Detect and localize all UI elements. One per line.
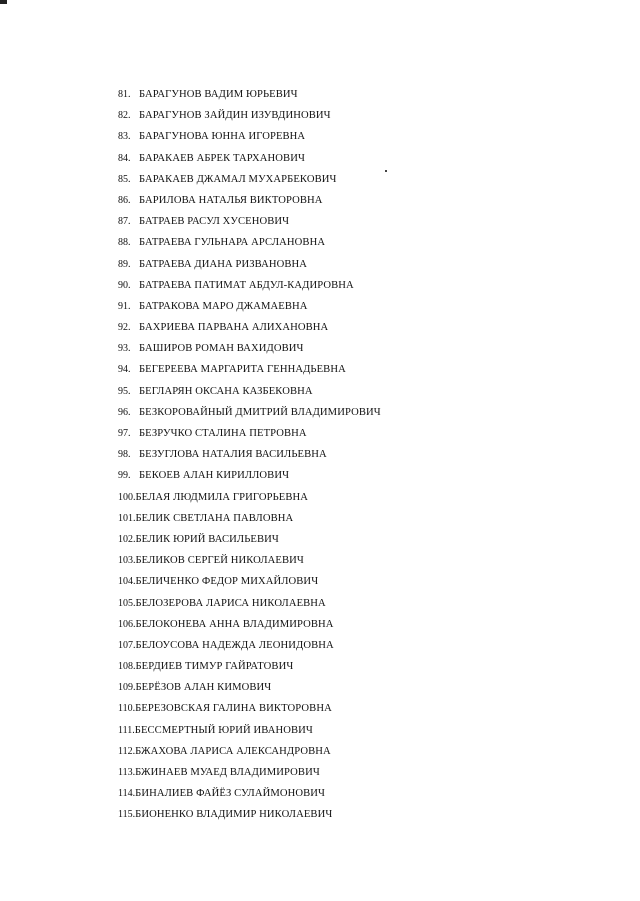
entry-name: БАРАГУНОВ ВАДИМ ЮРЬЕВИЧ (139, 89, 298, 100)
entry-name: БЕРЕЗОВСКАЯ ГАЛИНА ВИКТОРОВНА (135, 703, 332, 715)
entry-name: БЕЛИКОВ СЕРГЕЙ НИКОЛАЕВИЧ (135, 555, 304, 567)
entry-number: 97. (118, 428, 131, 439)
list-item (118, 126, 381, 147)
list-item (118, 190, 381, 211)
list-item (118, 762, 381, 783)
entry-name: БАРАГУНОВ ЗАЙДИН ИЗУВДИНОВИЧ (139, 110, 331, 122)
entry-name: БЕССМЕРТНЫЙ ЮРИЙ ИВАНОВИЧ (134, 724, 313, 736)
list-item (118, 487, 381, 508)
entry-number: 113. (118, 767, 136, 778)
entry-name: БЕГЕРЕЕВА МАРГАРИТА ГЕННАДЬЕВНА (139, 364, 346, 376)
entry-number: 90. (118, 279, 131, 291)
entry-name: БАТРАЕВА ГУЛЬНАРА АРСЛАНОВНА (139, 237, 326, 249)
entry-number: 105. (118, 597, 136, 609)
entry-number: 83. (118, 131, 131, 143)
list-item (118, 529, 381, 550)
entry-name: БЕГЛАРЯН ОКСАНА КАЗБЕКОВНА (139, 385, 313, 397)
list-item (118, 232, 381, 253)
entry-number: 115. (118, 809, 136, 821)
list-item (118, 338, 381, 359)
entry-name: БАРАКАЕВ ДЖАМАЛ МУХАРБЕКОВИЧ (139, 173, 337, 185)
list-item (118, 465, 381, 486)
list-item (118, 296, 381, 317)
entry-number: 107. (118, 639, 136, 651)
entry-number: 112. (118, 745, 136, 757)
entry-number: 88. (118, 237, 131, 249)
entry-number: 92. (118, 322, 131, 334)
entry-name: БЕКОЕВ АЛАН КИРИЛЛОВИЧ (139, 470, 290, 482)
entry-name: БЕЗРУЧКО СТАЛИНА ПЕТРОВНА (139, 428, 307, 439)
entry-name: БАХРИЕВА ПАРВАНА АЛИХАНОВНА (139, 322, 329, 334)
entry-name: БАШИРОВ РОМАН ВАХИДОВИЧ (139, 343, 304, 355)
entry-number: 110. (118, 703, 136, 715)
list-item (118, 105, 381, 126)
list-item (118, 804, 381, 825)
list-item (118, 698, 381, 719)
entry-number: 81. (118, 89, 131, 100)
entry-name: БЕЗКОРОВАЙНЫЙ ДМИТРИЙ ВЛАДИМИРОВИЧ (139, 406, 381, 418)
list-item (118, 614, 381, 635)
list-item (118, 254, 381, 275)
list-item (118, 593, 381, 614)
list-item (118, 571, 381, 592)
entry-name: БЕРЁЗОВ АЛАН КИМОВИЧ (135, 682, 272, 694)
entry-name: БЕЛОУСОВА НАДЕЖДА ЛЕОНИДОВНА (135, 639, 334, 651)
entry-number: 103. (118, 555, 136, 567)
entry-number: 98. (118, 449, 131, 461)
entry-number: 111. (118, 724, 135, 736)
list-item (118, 359, 381, 380)
entry-number: 108. (118, 661, 136, 673)
entry-number: 100. (118, 491, 136, 503)
entry-name: БАРАКАЕВ АБРЕК ТАРХАНОВИЧ (139, 152, 305, 164)
entry-number: 89. (118, 258, 131, 270)
scan-speck (385, 170, 387, 172)
entry-name: БАРИЛОВА НАТАЛЬЯ ВИКТОРОВНА (139, 194, 323, 206)
entry-name: БАТРАЕВА ДИАНА РИЗВАНОВНА (139, 258, 308, 270)
entry-name: БАТРАЕВ РАСУЛ ХУСЕНОВИЧ (139, 216, 290, 228)
entry-number: 106. (118, 618, 136, 630)
entry-number: 96. (118, 406, 131, 418)
list-item (118, 148, 381, 169)
entry-name: БИОНЕНКО ВЛАДИМИР НИКОЛАЕВИЧ (135, 809, 333, 821)
entry-name: БЖАХОВА ЛАРИСА АЛЕКСАНДРОВНА (135, 745, 331, 757)
list-item (118, 508, 381, 529)
entry-name: БЕЛОЗЕРОВА ЛАРИСА НИКОЛАЕВНА (135, 597, 326, 609)
entry-number: 99. (118, 470, 131, 482)
entry-number: 95. (118, 385, 131, 397)
entry-number: 91. (118, 300, 131, 312)
entry-number: 87. (118, 216, 131, 228)
list-item (118, 317, 381, 338)
entry-name: БЕЛИК СВЕТЛАНА ПАВЛОВНА (135, 512, 294, 524)
list-item (118, 677, 381, 698)
list-item (118, 656, 381, 677)
scan-corner-mark (0, 0, 7, 4)
list-item (118, 635, 381, 656)
entry-name: БИНАЛИЕВ ФАЙЁЗ СУЛАЙМОНОВИЧ (135, 788, 326, 800)
entry-name: БЖИНАЕВ МУАЕД ВЛАДИМИРОВИЧ (135, 767, 320, 778)
entry-number: 93. (118, 343, 131, 355)
list-item (118, 381, 381, 402)
entry-number: 101. (118, 512, 136, 524)
list-item (118, 741, 381, 762)
list-item (118, 550, 381, 571)
entry-number: 104. (118, 576, 136, 588)
list-item (118, 423, 381, 444)
entry-name: БЕЛАЯ ЛЮДМИЛА ГРИГОРЬЕВНА (135, 491, 309, 503)
list-item (118, 84, 381, 105)
entry-number: 84. (118, 152, 131, 164)
entry-name: БЕЛИК ЮРИЙ ВАСИЛЬЕВИЧ (135, 533, 279, 545)
entry-number: 94. (118, 364, 131, 376)
entry-name: БЕРДИЕВ ТИМУР ГАЙРАТОВИЧ (135, 661, 294, 673)
entry-name: БАТРАЕВА ПАТИМАТ АБДУЛ-КАДИРОВНА (139, 279, 354, 291)
list-item (118, 211, 381, 232)
list-item (118, 444, 381, 465)
name-list (118, 84, 381, 826)
list-item (118, 275, 381, 296)
entry-name: БЕЗУГЛОВА НАТАЛИЯ ВАСИЛЬЕВНА (139, 449, 327, 461)
entry-name: БЕЛИЧЕНКО ФЕДОР МИХАЙЛОВИЧ (135, 576, 319, 588)
entry-name: БЕЛОКОНЕВА АННА ВЛАДИМИРОВНА (135, 618, 334, 630)
entry-number: 82. (118, 110, 131, 122)
entry-number: 109. (118, 682, 136, 694)
list-item (118, 169, 381, 190)
list-item (118, 720, 381, 741)
list-item (118, 402, 381, 423)
entry-number: 114. (118, 788, 136, 800)
entry-name: БАРАГУНОВА ЮННА ИГОРЕВНА (139, 131, 306, 143)
entry-number: 102. (118, 533, 136, 545)
entry-number: 85. (118, 173, 131, 185)
entry-number: 86. (118, 194, 131, 206)
entry-name: БАТРАКОВА МАРО ДЖАМАЕВНА (139, 300, 308, 312)
list-item (118, 783, 381, 804)
